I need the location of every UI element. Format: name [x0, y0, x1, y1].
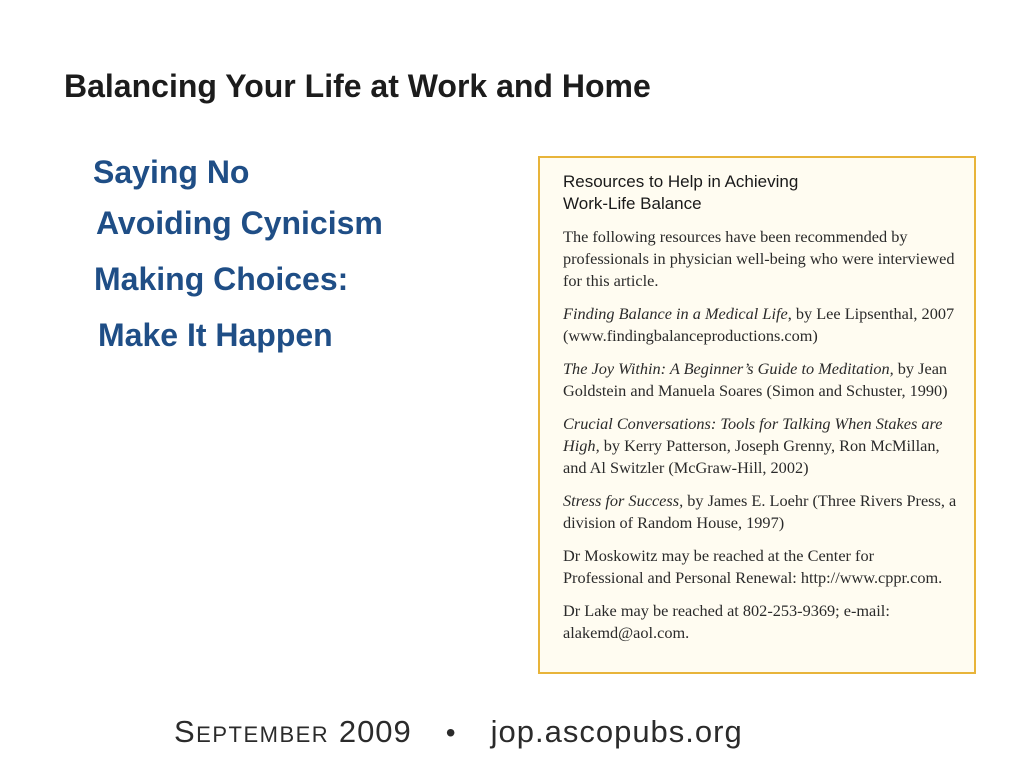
- resource-details: by Jean Goldstein and Manuela Soares (Simon and Schuster, 1990): [563, 359, 948, 400]
- sidebar-heading-line-1: Resources to Help in Achieving: [563, 172, 799, 191]
- footer-month: September: [174, 714, 330, 749]
- resource-title: Finding Balance in a Medical Life: [563, 304, 788, 323]
- resources-sidebar: [538, 156, 976, 674]
- resource-details: by Kerry Patterson, Joseph Grenny, Ron McMillan, and Al Switzler (McGraw-Hill, 2002): [563, 436, 940, 477]
- resource-title: Stress for Success,: [563, 491, 684, 510]
- resource-details: , by Lee Lipsenthal, 2007 (www.findingbalanceproductions.com): [563, 304, 955, 345]
- contact-lake: Dr Lake may be reached at 802-253-9369; e-mail: alakemd@aol.com.: [563, 601, 890, 642]
- page-title: Balancing Your Life at Work and Home: [64, 68, 651, 104]
- footer: [174, 714, 743, 750]
- sidebar-intro: The following resources have been recommended by professionals in physician well-being who were interviewed for this article.: [563, 227, 955, 290]
- topic-make-it-happen: Make It Happen: [98, 317, 333, 353]
- footer-url: jop.ascopubs.org: [490, 714, 743, 749]
- resource-item: [563, 490, 958, 534]
- sidebar-heading: [563, 171, 958, 215]
- resource-title: The Joy Within: A Beginner’s Guide to Meditation,: [563, 359, 894, 378]
- resource-item: [563, 358, 958, 402]
- resource-item: [563, 413, 958, 479]
- topic-avoiding-cynicism: Avoiding Cynicism: [96, 205, 383, 241]
- resource-details: by James E. Loehr (Three Rivers Press, a division of Random House, 1997): [563, 491, 957, 532]
- topic-saying-no: Saying No: [93, 154, 250, 190]
- resource-item: [563, 303, 958, 347]
- contact-moskowitz: Dr Moskowitz may be reached at the Center for Professional and Personal Renewal: http://www.cppr.com.: [563, 546, 943, 587]
- topic-making-choices: Making Choices:: [94, 261, 349, 297]
- footer-year: 2009: [338, 714, 412, 749]
- footer-separator: •: [445, 717, 457, 748]
- resource-title: Crucial Conversations: Tools for Talking When Stakes are High,: [563, 414, 943, 455]
- sidebar-heading-line-2: Work-Life Balance: [563, 194, 702, 213]
